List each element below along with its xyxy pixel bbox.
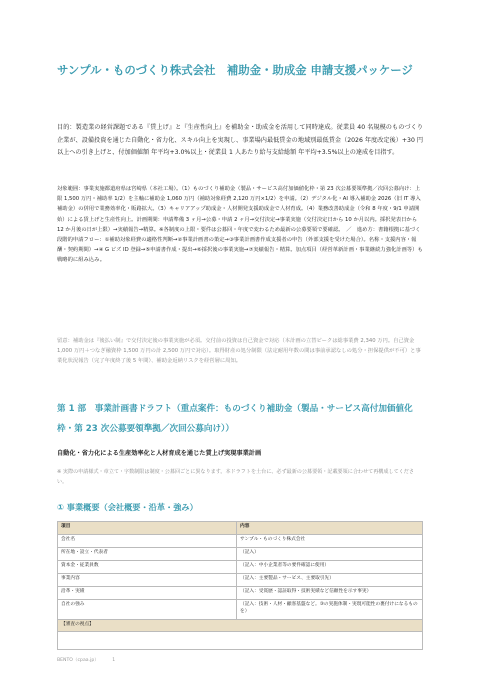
- overview-heading: ① 事業概要（会社概要・沿革・強み）: [57, 502, 198, 512]
- table-header-row: [58, 522, 423, 535]
- footer-brand: BENTO（cpaa.jp）: [57, 658, 99, 663]
- table-row: [58, 535, 423, 548]
- plan-title: 自動化・省力化による生産効率化と人材育成を通じた賃上げ実現事業計画: [57, 450, 262, 457]
- plan-note: ※ 実際の申請様式・章立て・字数制限は制度・公募回ごとに異なります。本ドラフトを土台に、必ず最新の公募要領・記載要領に合わせて再構成してください。: [57, 469, 414, 485]
- table-header-content: 内容: [237, 522, 423, 535]
- table-row: [58, 574, 423, 587]
- purpose-paragraph: 目的：製造業の経営課題である『賃上げ』と『生産性向上』を補助金・助成金を活用して同時達成。従業員 40 名規模のものづくり企業が、設備投資を通じた自動化・省力化、スキル向上を実現し、事業場内最低賃金の地域別最低賃金（2026 年度改定後）+30 円以上への引き上げと、付加価値額 年平均+3.0%以上・従業員 1 人あたり給与支給総額 年平均+3.5%以上の達成を目指す。: [57, 124, 423, 157]
- review-body: [58, 632, 423, 650]
- company-overview-table: [57, 521, 423, 650]
- caution-paragraph: 留意：補助金は『後払い制』で交付決定後の事業実施が必須。交付前の投資は自己資金で対応（本計画の立替ピークは総事業費 2,340 万円。自己資金 1,000 万円＋つなぎ融資枠 1,500 万円の計 2,500 万円で対応）。取得財産の処分制限（法定耐用年数の間は事前承認なしの処分・担保提供が不可）と事業化状況報告（完了年度終了後 5 年間）、補助金返納リスクを経営層に周知。: [57, 338, 421, 365]
- review-label: 【審査の視点】: [58, 620, 423, 632]
- page-footer: [57, 657, 257, 663]
- table-cell-item: 会社名: [58, 535, 237, 548]
- table-cell-item: 資本金・従業員数: [58, 561, 237, 574]
- programs-paragraph: 対象範囲：事業実施都道府県は宮崎県（本社工場）。（1）ものづくり補助金（製品・サービス高付加価値化枠・第 23 次公募要領準拠／次回公募向け：上限 1,500 万円・補助率 1/2）を主軸に補助金 1,060 万円（補助対象経費 2,120 万円×1/2）を申請。（2）デジタル化・AI 導入補助金 2026（旧 IT 導入補助金）の併用で業務効率化・販路拡大。（3）キャリアアップ助成金・人材開発支援助成金で人材育成。（4）業務改善助成金（令和 8 年度・9/1 申請開始）による賃上げと生産性向上。計画期間：申請準備 3 ヶ月→公募・申請 2 ヶ月→交付決定→事業実施（交付決定日から 10 か月以内。採択発表日から 12 か月後の日が上限）→実績報告→精算。※各制度の上限・要件は公募回・年度で変わるため最新の公募要領で要確認。 ／ 進め方：書籍根拠に基づく段階的申請フロー：①補助対象経費の適格性判断→②事業計画書の策定→③事業計画書作成支援者の申告（外部支援を受けた場合）。名称・支援内容・報酬・契約期間）→④ G ビズ ID 登録→⑤申請書作成・提出→⑥採択後の事業実施→⑦実績報告・精算。加点項目（経営革新計画・事業継続力強化計画等）も戦略的に組み込み。: [57, 186, 423, 264]
- section-heading: 第 1 部 事業計画書ドラフト（重点案件：ものづくり補助金（製品・サービス高付加価値化枠・第 23 次公募要領準拠／次回公募向け））: [57, 404, 413, 434]
- table-cell-content: （記入）: [237, 548, 423, 561]
- table-empty-row: [58, 632, 423, 650]
- table-cell-content: （記入：主要製品・サービス、主要取引先）: [237, 574, 423, 587]
- table-header-item: 項目: [58, 522, 237, 535]
- table-row: [58, 600, 423, 620]
- table-cell-content: （記入：技術・人材・顧客基盤など。③の実施体制・実現可能性の裏付けになるもの を）: [237, 600, 423, 620]
- table-cell-content: （記入：中小企業者等の要件確認に使用）: [237, 561, 423, 574]
- table-cell-item: 沿革・実績: [58, 587, 237, 600]
- table-cell-content: （記入：受賞歴・認証取得・技術実績など信頼性を示す事実）: [237, 587, 423, 600]
- table-review-row: [58, 620, 423, 632]
- table-cell-item: 所在地・設立・代表者: [58, 548, 237, 561]
- table-row: [58, 548, 423, 561]
- table-row: [58, 587, 423, 600]
- table-row: [58, 561, 423, 574]
- document-title: サンプル・ものづくり株式会社 補助金・助成金 申請支援パッケージ: [57, 63, 413, 77]
- table-cell-item: 自社の強み: [58, 600, 237, 620]
- page-number: 1: [112, 658, 116, 663]
- table-cell-item: 事業内容: [58, 574, 237, 587]
- table-cell-content: サンプル・ものづくり株式会社: [237, 535, 423, 548]
